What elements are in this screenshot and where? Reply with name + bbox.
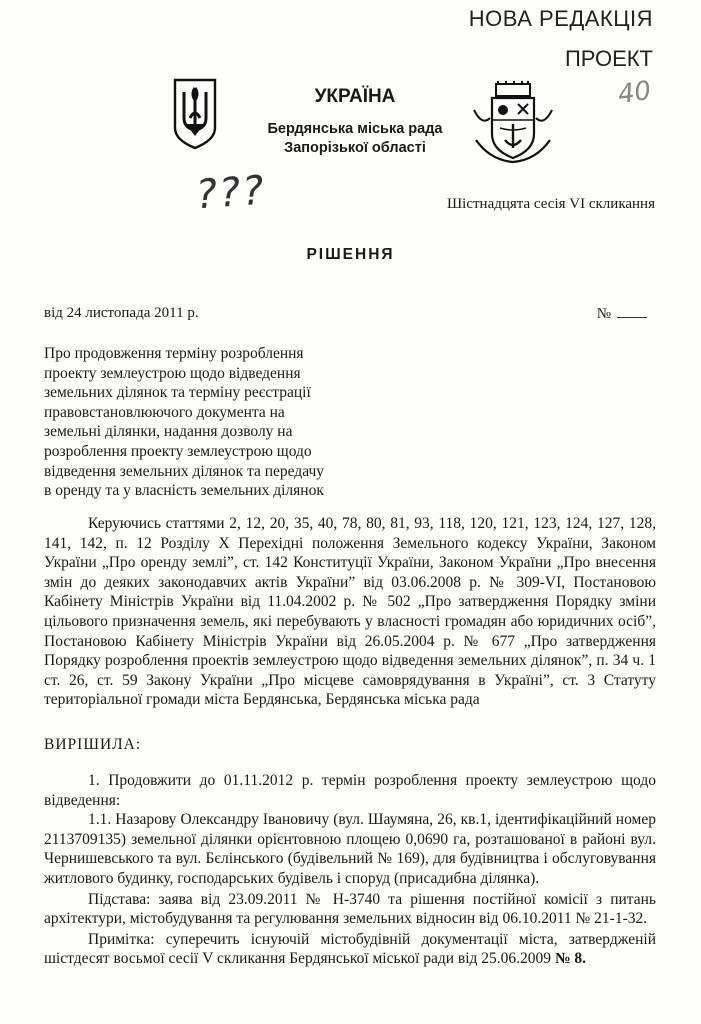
preamble-paragraph: Керуючись статтями 2, 12, 20, 35, 40, 78, 80, 81, 93, 118, 120, 121, 123, 124, 127, 128, 141, 142, п. 12 Розділу X Перехідні положення Земельного кодексу України, Законом України „Про оренду землі”, ст. 142 Конституції України, Законом України „Про внесення змін до деяких законодавчих актів України” від 03.06.2008 р. № 309-VI, Постановою Кабінету Міністрів України від 11.04.2002 р. № 502 „Про затвердження Порядку зміни цільового призначення земель, які перебувають у власності громадян або юридичних осіб”, Постановою Кабінету Міністрів України від 26.05.2004 р. № 677 „Про затвердження Порядку розроблення проектів землеустрою щодо відведення земельних ділянок”, п. 34 ч. 1 ст. 26, ст. 59 Закону України „Про місцеве самоврядування в Україні”, ст. 3 Статуту територіальної громади міста Бердянська, Бердянська міська рада xyxy=(44,515,656,709)
decision-items xyxy=(44,771,656,969)
subject-line: відведення земельних ділянок та передачу xyxy=(44,462,324,480)
session-line: Шістнадцята сесія VI скликання xyxy=(447,196,655,212)
number-blank xyxy=(617,305,647,318)
note-number: № 8. xyxy=(554,950,587,968)
council-line-2: Запорізької області xyxy=(284,140,426,156)
resolved-heading: ВИРІШИЛА: xyxy=(44,736,142,753)
council-line-1: Бердянська міська рада xyxy=(267,121,443,137)
decision-number xyxy=(597,305,647,323)
subject-line: Про продовження терміну розроблення xyxy=(44,345,304,362)
note-paragraph xyxy=(44,930,656,969)
ukraine-coat-of-arms-icon xyxy=(172,78,218,150)
handwritten-question-marks: ??? xyxy=(194,167,268,219)
decision-subject xyxy=(44,344,344,501)
country-heading: УКРАЇНА xyxy=(314,86,396,107)
subject-line: проекту землеустрою щодо відведення xyxy=(44,364,301,382)
subject-line: в оренду та у власність земельних ділянок xyxy=(44,482,324,500)
handwritten-number: 40 xyxy=(615,75,653,111)
number-label: № xyxy=(596,306,611,322)
note-text: Примітка: суперечить існуючій містобудівній документації міста, затвердженій шістдесят восьмої сесії V скликання Бердянської міської ради від 25.06.2009 xyxy=(44,930,656,968)
subject-line: правовстановлюючого документа на xyxy=(44,403,285,421)
subject-line: розроблення проекту землеустрою щодо xyxy=(44,442,312,460)
new-edition-stamp: НОВА РЕДАКЦІЯ xyxy=(468,6,653,31)
decision-date: від 24 листопада 2011 р. xyxy=(44,305,199,321)
subject-line: земельних ділянок та терміну реєстрації xyxy=(44,384,311,402)
document-title: РІШЕННЯ xyxy=(306,246,395,263)
subject-line: земельні ділянки, надання дозволу на xyxy=(44,423,293,441)
item-1-1: 1.1. Назарову Олександру Івановичу (вул. Шаумяна, 26, кв.1, ідентифікаційний номер 2113709135) земельної ділянки орієнтовною площею 0,0690 га, розташованої в районі вул. Чернишевського та вул. Бєлінського (будівельний № 169), для будівництва і обслуговування житлового будинку, господарських будівель і споруд (присадибна ділянка). xyxy=(44,811,656,887)
project-stamp: ПРОЕКТ xyxy=(564,46,653,71)
council-name xyxy=(250,120,460,158)
city-emblem-icon xyxy=(470,80,556,164)
basis-paragraph: Підстава: заява від 23.09.2011 № Н-3740 та рішення постійної комісії з питань архітектури, містобудування та регулювання земельних відносин від 06.10.2011 № 21-1-32. xyxy=(44,890,656,928)
item-1: 1. Продовжити до 01.11.2012 р. термін розроблення проекту землеустрою щодо відведення: xyxy=(44,772,656,809)
